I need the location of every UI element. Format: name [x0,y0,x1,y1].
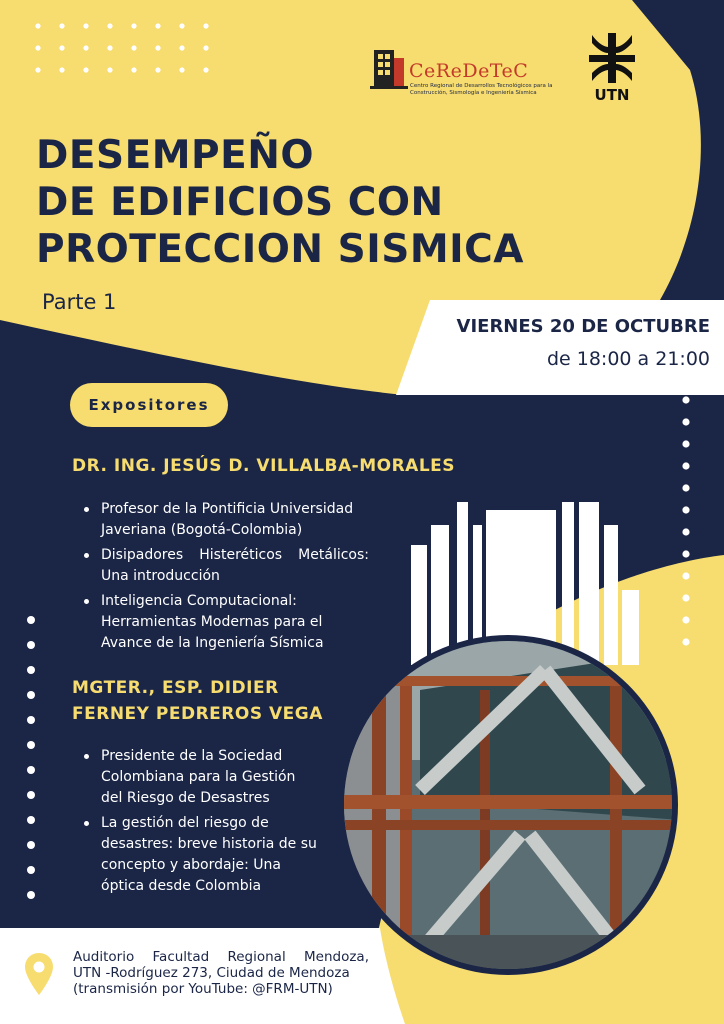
speaker-2-bullets [84,746,344,901]
venue-line: Auditorio Facultad Regional Mendoza, [73,949,369,965]
speaker-name-line: DR. ING. JESÚS D. VILLALBA-MORALES [72,456,456,476]
ceredetec-building-icon [370,44,410,90]
title-line: PROTECCION SISMICA [36,227,524,272]
venue-line: UTN -Rodríguez 273, Ciudad de Mendoza [73,965,350,981]
speaker-2-name [72,675,323,727]
speaker-name-line: MGTER., ESP. DIDIER [72,678,279,698]
event-date: VIERNES 20 DE OCTUBRE [456,316,710,337]
venue-line: (transmisión por YouTube: @FRM-UTN) [73,981,333,997]
bullet-item: La gestión del riesgo de desastres: breve historia de su concepto y abordaje: Una óptica desde Colombia [84,813,344,897]
bullet-item: Inteligencia Computacional: Herramientas Modernas para el Avance de la Ingeniería Sísmica [84,591,369,654]
title-line: DE EDIFICIOS CON [36,180,444,225]
location-pin-icon [24,952,54,996]
bullet-item: Presidente de la Sociedad Colombiana para la Gestión del Riesgo de Desastres [84,746,344,809]
bullet-item: Profesor de la Pontificia Universidad Javeriana (Bogotá-Colombia) [84,499,369,541]
speaker-1-name [72,453,455,479]
ceredetec-name: CeReDeTeC [409,60,529,82]
dot-column-left [27,616,35,899]
event-title [36,132,524,273]
bullet-item: Disipadores Histeréticos Metálicos: Una introducción [84,545,369,587]
venue-text [73,949,369,997]
section-label-pill: Expositores [70,383,228,427]
ceredetec-description: Centro Regional de Desarrollos Tecnológicos para la Construcción, Sismología e Ingeniería Sísmica [410,83,553,96]
speaker-name-line: FERNEY PEDREROS VEGA [72,704,323,724]
title-line: DESEMPEÑO [36,133,315,178]
event-time: de 18:00 a 21:00 [546,348,710,370]
speaker-1-bullets [84,499,369,658]
utn-logo [589,33,635,103]
event-subtitle: Parte 1 [42,290,117,314]
utn-logo-text: UTN [594,86,630,103]
